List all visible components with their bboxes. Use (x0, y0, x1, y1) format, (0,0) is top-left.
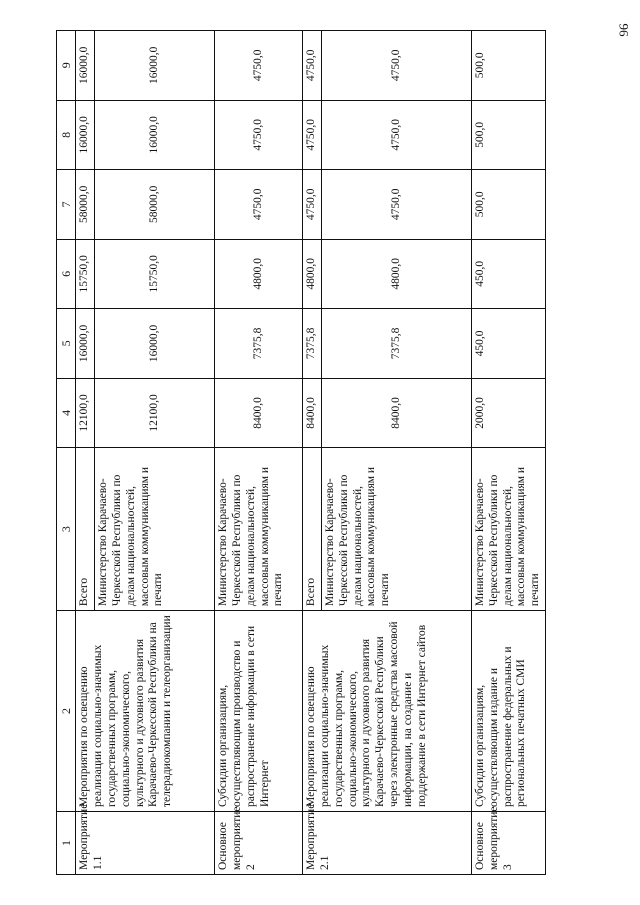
value-cell: 4800,0 (215, 239, 303, 309)
value-cell: 500,0 (471, 170, 545, 240)
header-cell: 2 (57, 611, 76, 812)
header-cell: 6 (57, 239, 76, 309)
value-cell: 4800,0 (303, 239, 322, 309)
value-cell: 15750,0 (95, 239, 215, 309)
executor-cell: Министерство Карачаево-Черкесской Республики по делам национальностей, массовым коммуникациям и печати (471, 448, 545, 611)
header-cell: 4 (57, 378, 76, 448)
value-cell: 4750,0 (303, 31, 322, 101)
rotated-table-container (56, 30, 631, 875)
program-code: Мероприятие 2.1 (303, 812, 472, 875)
value-cell: 12100,0 (76, 378, 95, 448)
value-cell: 4750,0 (321, 100, 471, 170)
header-row (57, 31, 76, 875)
program-code: Основное мероприятие 2 (215, 812, 303, 875)
table-row (76, 31, 95, 875)
page-number: 96 (616, 23, 632, 37)
value-cell: 2000,0 (471, 378, 545, 448)
program-description: Субсидии организациям, осуществляющим издание и распространение федеральных и региональных печатных СМИ (471, 611, 545, 812)
value-cell: 4800,0 (321, 239, 471, 309)
value-cell: 15750,0 (76, 239, 95, 309)
value-cell: 450,0 (471, 309, 545, 379)
value-cell: 8400,0 (303, 378, 322, 448)
executor-cell: Министерство Карачаево-Черкесской Республики по делам национальностей, массовым коммуникациям и печати (215, 448, 303, 611)
value-cell: 4750,0 (215, 31, 303, 101)
value-cell: 58000,0 (76, 170, 95, 240)
executor-cell: Всего (303, 448, 322, 611)
executor-cell: Министерство Карачаево-Черкесской Республики по делам национальностей, массовым коммуникациям и печати (95, 448, 215, 611)
value-cell: 7375,8 (215, 309, 303, 379)
header-cell: 7 (57, 170, 76, 240)
value-cell: 500,0 (471, 31, 545, 101)
value-cell: 4750,0 (215, 100, 303, 170)
program-description: Субсидии организациям, осуществляющим производство и распространение информации в сети Интернет (215, 611, 303, 812)
program-code: Основное мероприятие 3 (471, 812, 545, 875)
table-row (215, 31, 303, 875)
value-cell: 16000,0 (95, 309, 215, 379)
value-cell: 8400,0 (215, 378, 303, 448)
value-cell: 8400,0 (321, 378, 471, 448)
value-cell: 4750,0 (321, 31, 471, 101)
program-code: Мероприятие 1.1 (76, 812, 215, 875)
budget-table (56, 30, 546, 875)
value-cell: 16000,0 (76, 309, 95, 379)
header-cell: 5 (57, 309, 76, 379)
value-cell: 16000,0 (76, 100, 95, 170)
executor-cell: Всего (76, 448, 95, 611)
program-description: Мероприятия по освещению реализации социально-значимых государственных программ, социально-экономического, культурного и духовного развития Карачаево-Черкесской Республики на телерадиокомпании и телеорганизации (76, 611, 215, 812)
value-cell: 4750,0 (215, 170, 303, 240)
value-cell: 12100,0 (95, 378, 215, 448)
program-description: Мероприятия по освещению реализации социально-значимых государственных программ, социально-экономического, культурного и духовного развития Карачаево-Черкесской Республики через электронные средства массовой информации, на создание и поддержание в сети Интернет сайтов (303, 611, 472, 812)
header-cell: 9 (57, 31, 76, 101)
value-cell: 4750,0 (303, 170, 322, 240)
header-cell: 3 (57, 448, 76, 611)
value-cell: 16000,0 (76, 31, 95, 101)
value-cell: 16000,0 (95, 100, 215, 170)
executor-cell: Министерство Карачаево-Черкесской Республики по делам национальностей, массовым коммуникациям и печати (321, 448, 471, 611)
value-cell: 450,0 (471, 239, 545, 309)
header-cell: 1 (57, 812, 76, 875)
value-cell: 7375,8 (321, 309, 471, 379)
value-cell: 500,0 (471, 100, 545, 170)
value-cell: 16000,0 (95, 31, 215, 101)
table-row (303, 31, 322, 875)
header-cell: 8 (57, 100, 76, 170)
value-cell: 4750,0 (303, 100, 322, 170)
table-row (471, 31, 545, 875)
value-cell: 58000,0 (95, 170, 215, 240)
value-cell: 7375,8 (303, 309, 322, 379)
value-cell: 4750,0 (321, 170, 471, 240)
